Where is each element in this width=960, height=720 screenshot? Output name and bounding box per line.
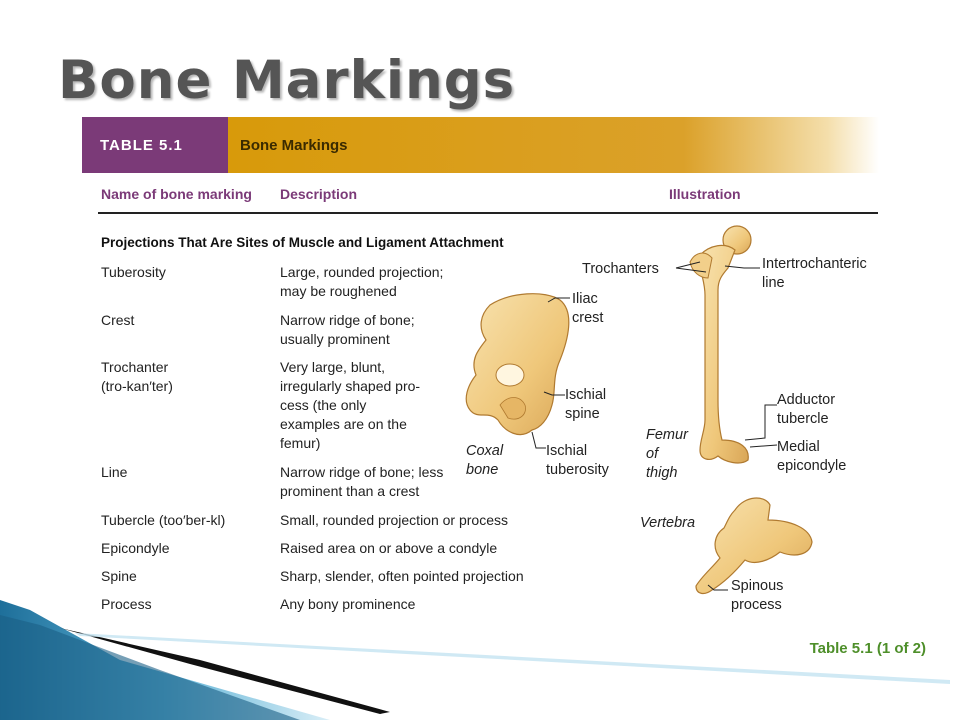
row-description: Small, rounded projection or process (280, 512, 509, 528)
table-number: TABLE 5.1 (82, 117, 228, 173)
section-title: Projections That Are Sites of Muscle and Ligament Attachment (101, 235, 504, 250)
coxal-bone-drawing (466, 294, 569, 435)
slide-title: Bone Markings (58, 50, 516, 111)
label-femur-of-thigh: Femur of thigh (646, 427, 688, 481)
label-intertrochanteric-line: Intertrochanteric line (762, 256, 867, 291)
femur-drawing (690, 226, 751, 463)
column-header-illustration: Illustration (669, 186, 741, 202)
row-description: Narrow ridge of bone; less prominent than a crest (280, 464, 444, 499)
row-name: Tuberosity (101, 264, 166, 280)
row-description: Large, rounded projection; may be roughened (280, 264, 444, 299)
table-name: Bone Markings (228, 117, 879, 173)
row-name: Line (101, 464, 128, 480)
label-vertebra: Vertebra (640, 515, 696, 531)
label-coxal-bone: Coxal bone (466, 443, 504, 478)
row-name: Process (101, 596, 152, 612)
row-name: Spine (101, 568, 137, 584)
column-header-name: Name of bone marking (101, 186, 252, 202)
label-spinous-process: Spinous process (731, 578, 784, 613)
label-medial-epicondyle: Medial epicondyle (777, 439, 847, 474)
row-name: Epicondyle (101, 540, 170, 556)
row-name: Trochanter (tro-kan′ter) (101, 359, 173, 394)
label-iliac-crest: Iliac crest (572, 291, 604, 326)
row-description: Sharp, slender, often pointed projection (280, 568, 524, 584)
row-description: Narrow ridge of bone; usually prominent (280, 312, 415, 347)
row-description: Very large, blunt, irregularly shaped pro- cess (the only examples are on the femur) (280, 359, 421, 451)
slide-decoration (0, 600, 960, 720)
row-description: Any bony prominence (280, 596, 416, 612)
table-caption: Table 5.1 (1 of 2) (809, 640, 926, 657)
label-ischial-tuberosity: Ischial tuberosity (546, 443, 609, 478)
label-adductor-tubercle: Adductor tubercle (777, 392, 836, 427)
column-header-description: Description (280, 186, 358, 202)
label-ischial-spine: Ischial spine (565, 387, 607, 422)
row-name: Tubercle (too′ber-kl) (101, 512, 226, 528)
label-trochanters: Trochanters (582, 261, 659, 277)
row-description: Raised area on or above a condyle (280, 540, 498, 556)
row-name: Crest (101, 312, 135, 328)
